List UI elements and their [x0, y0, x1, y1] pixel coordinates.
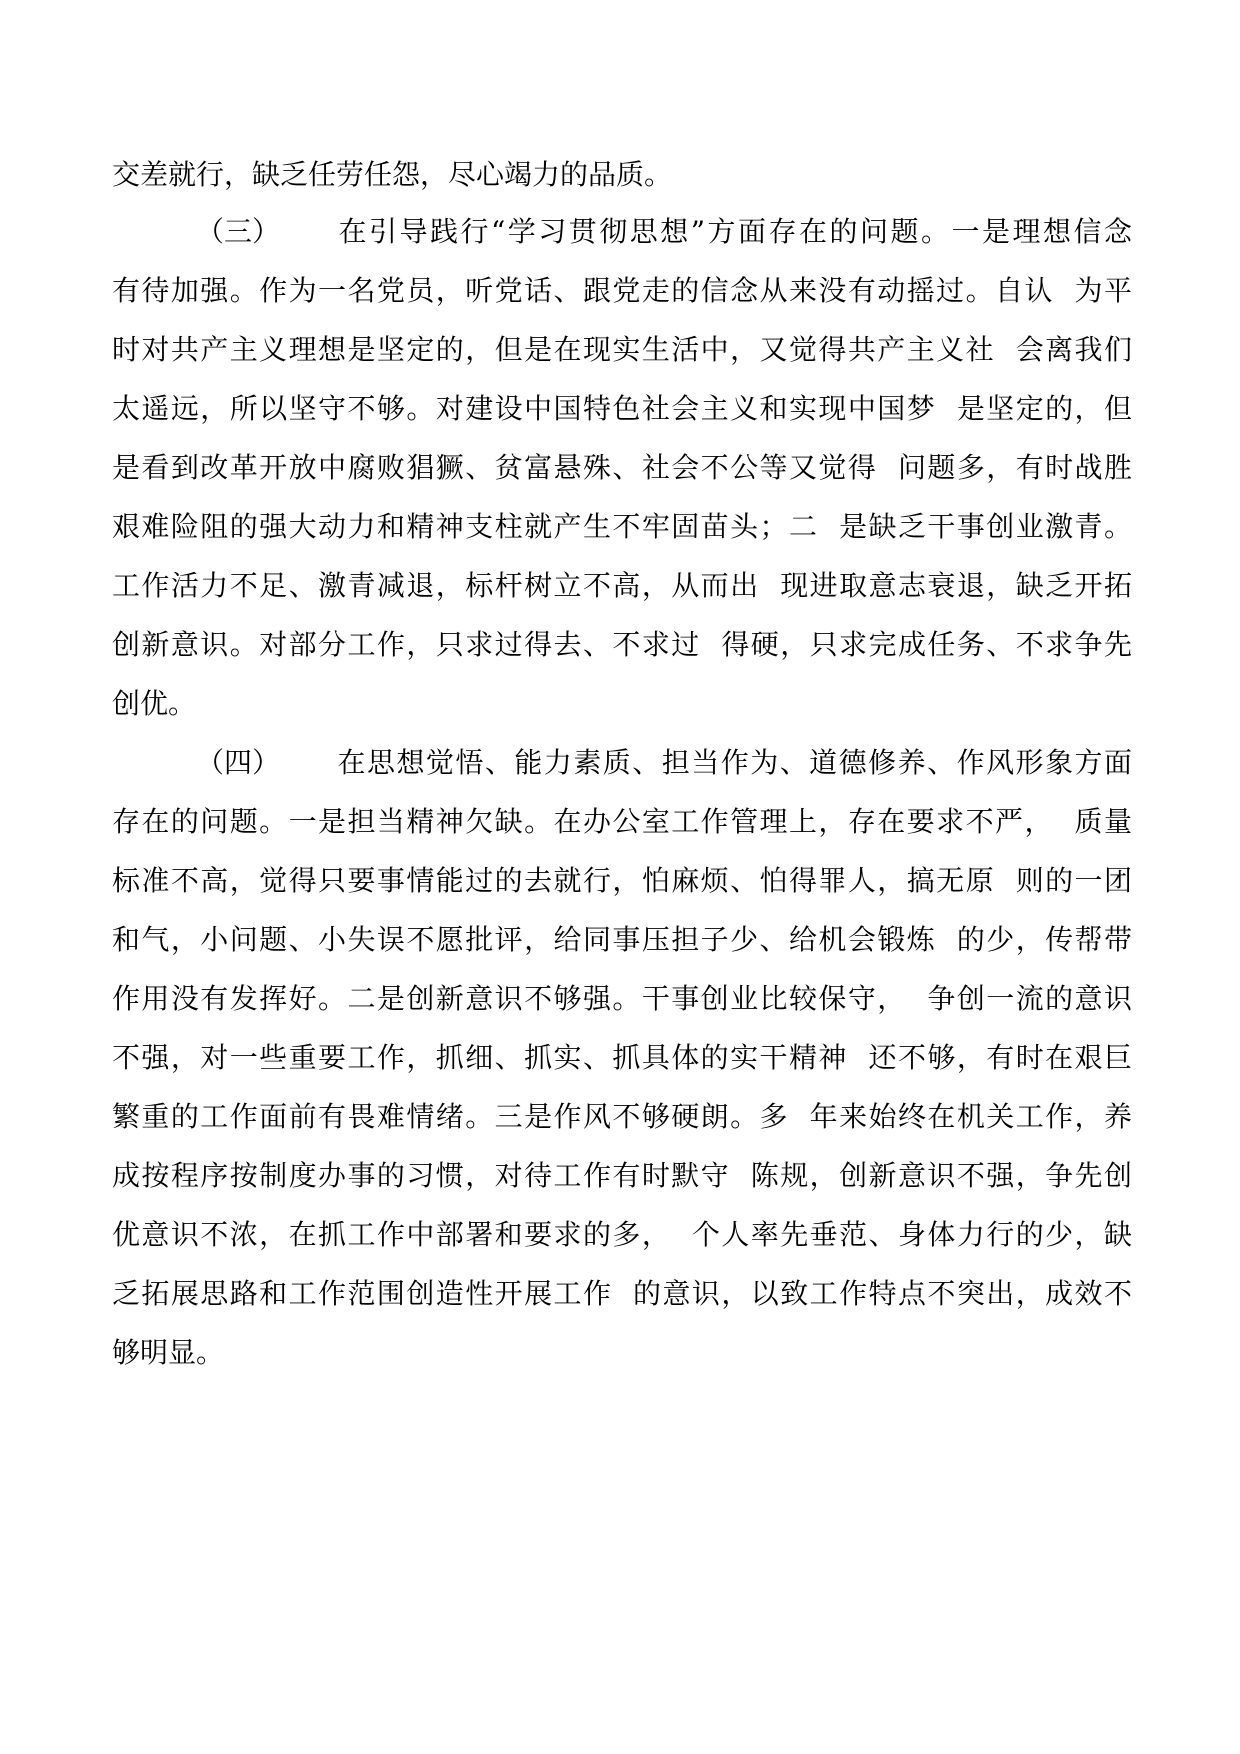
paragraph-line: 艰难险阻的强大动力和精神支柱就产生不牢固苗头；二 是缺乏干事创业激青。: [112, 510, 1132, 543]
paragraph-line: 优意识不浓，在抓工作中部署和要求的多， 个人率先垂范、身体力行的少，缺: [112, 1218, 1132, 1251]
paragraph-line: 创新意识。对部分工作，只求过得去、不求过 得硬，只求完成任务、不求争先: [112, 628, 1132, 661]
paragraph-line: 时对共产主义理想是坚定的，但是在现实生活中，又觉得共产主义社 会离我们: [112, 333, 1132, 366]
paragraph-line: 够明显。: [112, 1336, 225, 1369]
section-3-heading-line: [196, 210, 1132, 254]
paragraph-line: 是看到改革开放中腐败猖獗、贫富悬殊、社会不公等又觉得 问题多，有时战胜: [112, 451, 1132, 484]
paragraph-line: 作用没有发挥好。二是创新意识不够强。干事创业比较保守， 争创一流的意识: [112, 982, 1132, 1015]
section-4-first-line: 在思想觉悟、能力素质、担当作为、道德修养、作风形象方面: [336, 746, 1132, 779]
paragraph-line: 和气，小问题、小失误不愿批评，给同事压担子少、给机会锻炼 的少，传帮带: [112, 923, 1132, 956]
paragraph-line: 乏拓展思路和工作范围创造性开展工作 的意识，以致工作特点不突出，成效不: [112, 1277, 1132, 1310]
paragraph-line: 成按程序按制度办事的习惯，对待工作有时默守 陈规，创新意识不强，争先创: [112, 1159, 1132, 1192]
paragraph-line: 交差就行，缺乏任劳任怨，尽心竭力的品质。: [112, 158, 673, 191]
paragraph-line: 存在的问题。一是担当精神欠缺。在办公室工作管理上，存在要求不严， 质量: [112, 805, 1132, 838]
paragraph-line: 繁重的工作面前有畏难情绪。三是作风不够硬朗。多 年来始终在机关工作，养: [112, 1100, 1132, 1133]
paragraph-line: 创优。: [112, 687, 197, 720]
paragraph-line: 标准不高，觉得只要事情能过的去就行，怕麻烦、怕得罪人，搞无原 则的一团: [112, 864, 1132, 897]
paragraph-line: 有待加强。作为一名党员，听党话、跟党走的信念从来没有动摇过。自认 为平: [112, 274, 1132, 307]
section-4-heading-line: [196, 741, 1132, 785]
paragraph-line: 不强，对一些重要工作，抓细、抓实、抓具体的实干精神 还不够，有时在艰巨: [112, 1041, 1132, 1074]
section-3-first-line: 在引导践行“学习贯彻思想”方面存在的问题。一是理想信念: [336, 215, 1132, 248]
paragraph-line: 工作活力不足、激青减退，标杆树立不高，从而出 现进取意志衰退，缺乏开拓: [112, 569, 1132, 602]
paragraph-line: 太遥远，所以坚守不够。对建设中国特色社会主义和实现中国梦 是坚定的，但: [112, 392, 1132, 425]
section-number: （三）: [196, 215, 281, 248]
section-number: （四）: [196, 746, 281, 779]
